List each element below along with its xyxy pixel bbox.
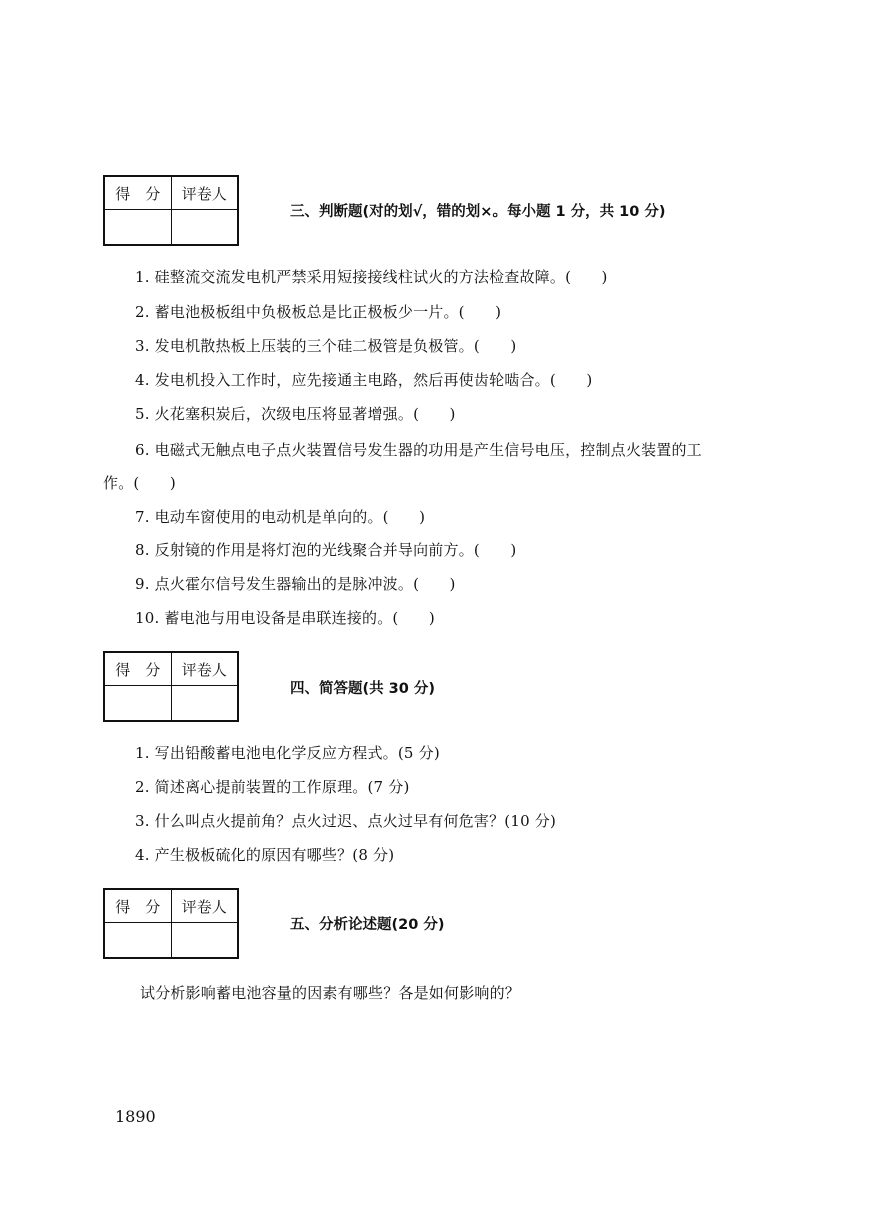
question-item: 8. 反射镜的作用是将灯泡的光线聚合并导向前方。( ) (135, 541, 517, 559)
question-item: 10. 蓄电池与用电设备是串联连接的。( ) (135, 609, 435, 627)
score-box-section-3 (103, 175, 239, 246)
question-item: 2. 简述离心提前装置的工作原理。(7 分) (135, 778, 410, 796)
question-item: 5. 火花塞积炭后，次级电压将显著增强。( ) (135, 405, 456, 423)
score-box-section-5 (103, 888, 239, 959)
section-title-analysis: 五、分析论述题(20 分) (290, 917, 445, 933)
grader-label: 评卷人 (171, 176, 238, 210)
question-item: 3. 发电机散热板上压装的三个硅二极管是负极管。( ) (135, 337, 517, 355)
grader-cell (171, 686, 238, 722)
score-label: 得 分 (104, 176, 171, 210)
section-title-judgement: 三、判断题(对的划√，错的划×。每小题 1 分，共 10 分) (290, 204, 666, 220)
score-label: 得 分 (104, 889, 171, 923)
page-number: 1890 (115, 1107, 156, 1126)
question-item: 试分析影响蓄电池容量的因素有哪些？各是如何影响的？ (140, 984, 521, 1002)
question-item: 6. 电磁式无触点电子点火装置信号发生器的功用是产生信号电压，控制点火装置的工 (135, 441, 702, 459)
grader-label: 评卷人 (171, 652, 238, 686)
score-cell (104, 210, 171, 246)
grader-cell (171, 923, 238, 959)
grader-cell (171, 210, 238, 246)
question-item: 4. 产生极板硫化的原因有哪些？(8 分) (135, 846, 395, 864)
score-cell (104, 686, 171, 722)
score-label: 得 分 (104, 652, 171, 686)
score-box-section-4 (103, 651, 239, 722)
question-item: 3. 什么叫点火提前角？点火过迟、点火过早有何危害？(10 分) (135, 812, 557, 830)
section-title-short-answer: 四、简答题(共 30 分) (290, 681, 436, 697)
question-item: 1. 硅整流交流发电机严禁采用短接接线柱试火的方法检查故障。( ) (135, 268, 608, 286)
question-item: 2. 蓄电池极板组中负极板总是比正极板少一片。( ) (135, 303, 502, 321)
score-cell (104, 923, 171, 959)
grader-label: 评卷人 (171, 889, 238, 923)
question-item: 7. 电动车窗使用的电动机是单向的。( ) (135, 508, 426, 526)
question-item: 1. 写出铅酸蓄电池电化学反应方程式。(5 分) (135, 744, 440, 762)
question-item: 9. 点火霍尔信号发生器输出的是脉冲波。( ) (135, 575, 456, 593)
question-item-continuation: 作。( ) (103, 474, 176, 492)
question-item: 4. 发电机投入工作时，应先接通主电路，然后再使齿轮啮合。( ) (135, 371, 593, 389)
